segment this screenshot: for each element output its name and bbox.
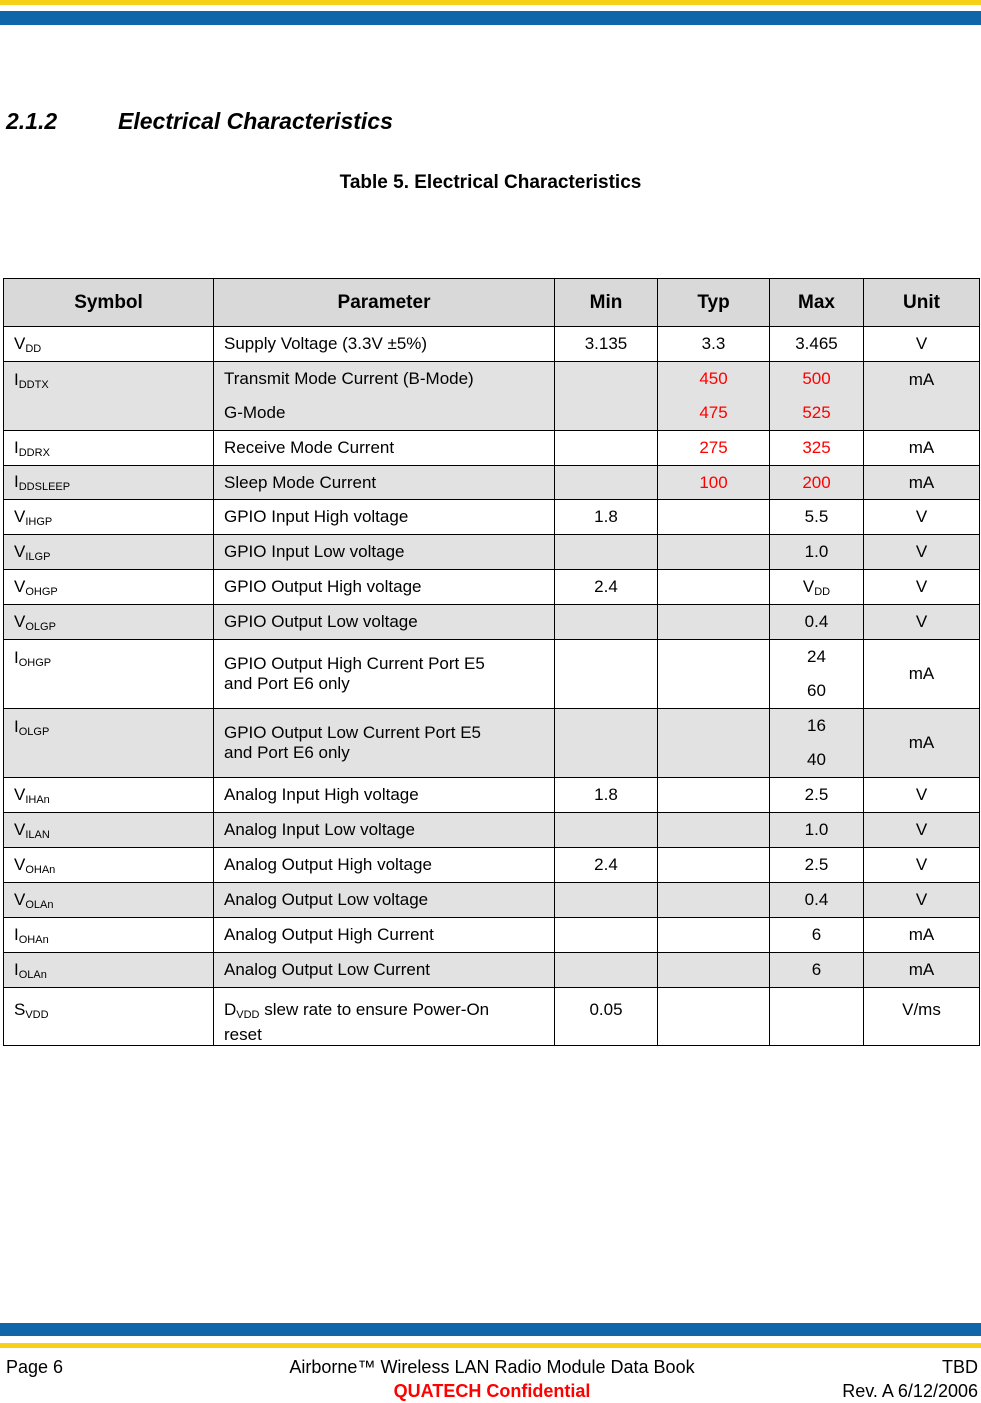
min-cell (555, 640, 658, 709)
table-row (4, 466, 980, 500)
table-row (4, 709, 980, 778)
table-row (4, 918, 980, 953)
min-cell (555, 918, 658, 953)
typ-cell (658, 570, 770, 605)
max-cell: 1.0 (770, 813, 864, 848)
parameter-cell: Transmit Mode Current (B-Mode) G-Mode (214, 362, 555, 431)
header-band-blue (0, 11, 981, 25)
min-cell (555, 362, 658, 431)
parameter-cell: Analog Input High voltage (214, 778, 555, 813)
book-title: Airborne™ Wireless LAN Radio Module Data Book (289, 1357, 695, 1377)
max-cell: 0.4 (770, 605, 864, 640)
unit-cell: V (864, 570, 980, 605)
max-cell: 2.5 (770, 848, 864, 883)
typ-cell (658, 535, 770, 570)
unit-cell: V (864, 605, 980, 640)
min-cell (555, 605, 658, 640)
max-cell: 6 (770, 953, 864, 988)
typ-cell (658, 918, 770, 953)
max-cell: 200 (770, 466, 864, 500)
max-cell: 6 (770, 918, 864, 953)
min-cell: 2.4 (555, 570, 658, 605)
table-row (4, 500, 980, 535)
typ-cell (658, 640, 770, 709)
typ-cell (658, 953, 770, 988)
min-cell: 1.8 (555, 500, 658, 535)
table-row (4, 362, 980, 431)
header-symbol: Symbol (4, 279, 214, 327)
max-cell (770, 988, 864, 1046)
typ-cell (658, 709, 770, 778)
unit-cell: mA (864, 640, 980, 709)
typ-cell (658, 848, 770, 883)
max-cell: 2.5 (770, 778, 864, 813)
table-row (4, 570, 980, 605)
table-row (4, 605, 980, 640)
table-row (4, 640, 980, 709)
symbol-cell: $I_{OHAn}$ (4, 918, 214, 953)
symbol-cell: $I_{OLGP}$ (4, 709, 214, 778)
unit-cell: V (864, 848, 980, 883)
max-cell: 325 (770, 431, 864, 466)
typ-cell: 3.3 (658, 327, 770, 362)
unit-cell: V (864, 535, 980, 570)
typ-cell (658, 778, 770, 813)
min-cell: 3.135 (555, 327, 658, 362)
footer-line-2 (6, 1381, 978, 1403)
typ-cell: 450 475 (658, 362, 770, 431)
typ-cell: 100 (658, 466, 770, 500)
unit-cell: mA (864, 953, 980, 988)
max-cell: 1.0 (770, 535, 864, 570)
min-cell (555, 466, 658, 500)
parameter-cell: Analog Output Low Current (214, 953, 555, 988)
typ-cell (658, 988, 770, 1046)
section-number: 2.1.2 (6, 108, 58, 134)
parameter-cell: GPIO Output High Current Port E5 and Port E6 only (214, 640, 555, 709)
parameter-cell: Receive Mode Current (214, 431, 555, 466)
symbol-cell: $I_{DDRX}$ (4, 431, 214, 466)
min-cell: 2.4 (555, 848, 658, 883)
parameter-cell: Sleep Mode Current (214, 466, 555, 500)
typ-cell (658, 813, 770, 848)
max-cell: 5.5 (770, 500, 864, 535)
symbol-cell: $I_{OHGP}$ (4, 640, 214, 709)
parameter-cell: Supply Voltage (3.3V ±5%) (214, 327, 555, 362)
header-parameter: Parameter (214, 279, 555, 327)
parameter-cell: Analog Input Low voltage (214, 813, 555, 848)
unit-cell: mA (864, 709, 980, 778)
symbol-cell: $V_{IHGP}$ (4, 500, 214, 535)
symbol-cell: $I_{OLAn}$ (4, 953, 214, 988)
max-cell: 0.4 (770, 883, 864, 918)
max-cell: 3.465 (770, 327, 864, 362)
max-cell: $V_{DD}$ (770, 570, 864, 605)
max-cell: 500 525 (770, 362, 864, 431)
unit-cell: V (864, 813, 980, 848)
unit-cell: mA (864, 362, 980, 431)
min-cell (555, 431, 658, 466)
min-cell (555, 535, 658, 570)
min-cell: 0.05 (555, 988, 658, 1046)
min-cell (555, 953, 658, 988)
parameter-cell: GPIO Output Low Current Port E5 and Port E6 only (214, 709, 555, 778)
symbol-cell: $V_{DD}$ (4, 327, 214, 362)
electrical-characteristics-table (3, 278, 980, 1046)
header-typ: Typ (658, 279, 770, 327)
header-min: Min (555, 279, 658, 327)
footer-line-1 (6, 1357, 978, 1379)
typ-cell (658, 500, 770, 535)
typ-cell: 275 (658, 431, 770, 466)
table-row (4, 431, 980, 466)
unit-cell: mA (864, 431, 980, 466)
section-title: Electrical Characteristics (118, 108, 393, 134)
tbd-label: TBD (942, 1357, 978, 1377)
table-row (4, 327, 980, 362)
page-number: Page 6 (6, 1357, 64, 1377)
parameter-cell: GPIO Output High voltage (214, 570, 555, 605)
min-cell (555, 709, 658, 778)
table-row (4, 988, 980, 1046)
parameter-cell: GPIO Input Low voltage (214, 535, 555, 570)
parameter-cell: Analog Output High voltage (214, 848, 555, 883)
min-cell (555, 883, 658, 918)
symbol-cell: $V_{ILGP}$ (4, 535, 214, 570)
table-row (4, 953, 980, 988)
unit-cell: V (864, 778, 980, 813)
symbol-cell: $V_{OHAn}$ (4, 848, 214, 883)
header-unit: Unit (864, 279, 980, 327)
typ-cell (658, 605, 770, 640)
unit-cell: V (864, 327, 980, 362)
symbol-cell: $S_{VDD}$ (4, 988, 214, 1046)
min-cell: 1.8 (555, 778, 658, 813)
symbol-cell: $V_{OLAn}$ (4, 883, 214, 918)
parameter-cell: GPIO Output Low voltage (214, 605, 555, 640)
table-row (4, 535, 980, 570)
parameter-cell: Analog Output High Current (214, 918, 555, 953)
symbol-cell: $I_{DDTX}$ (4, 362, 214, 431)
header-band-yellow (0, 0, 981, 5)
unit-cell: V (864, 883, 980, 918)
unit-cell: mA (864, 466, 980, 500)
header-max: Max (770, 279, 864, 327)
symbol-cell: $V_{ILAN}$ (4, 813, 214, 848)
max-cell: 16 40 (770, 709, 864, 778)
section-heading (6, 108, 393, 135)
min-cell (555, 813, 658, 848)
unit-cell: V (864, 500, 980, 535)
typ-cell (658, 883, 770, 918)
parameter-cell: Analog Output Low voltage (214, 883, 555, 918)
symbol-cell: $V_{OLGP}$ (4, 605, 214, 640)
symbol-cell: $V_{OHGP}$ (4, 570, 214, 605)
table-header-row (4, 279, 980, 327)
confidential-label: QUATECH Confidential (393, 1381, 591, 1401)
table-row (4, 778, 980, 813)
parameter-cell: GPIO Input High voltage (214, 500, 555, 535)
symbol-cell: $I_{DDSLEEP}$ (4, 466, 214, 500)
unit-cell: mA (864, 918, 980, 953)
table-row (4, 848, 980, 883)
table-row (4, 813, 980, 848)
revision-label: Rev. A 6/12/2006 (842, 1381, 978, 1401)
unit-cell: V/ms (864, 988, 980, 1046)
symbol-cell: $V_{IHAn}$ (4, 778, 214, 813)
max-cell: 24 60 (770, 640, 864, 709)
footer-band-blue (0, 1323, 981, 1336)
table-row (4, 883, 980, 918)
table-caption: Table 5. Electrical Characteristics (339, 172, 642, 193)
parameter-cell: $D_{VDD}$ slew rate to ensure Power-On reset (214, 988, 555, 1046)
footer-band-yellow (0, 1343, 981, 1348)
